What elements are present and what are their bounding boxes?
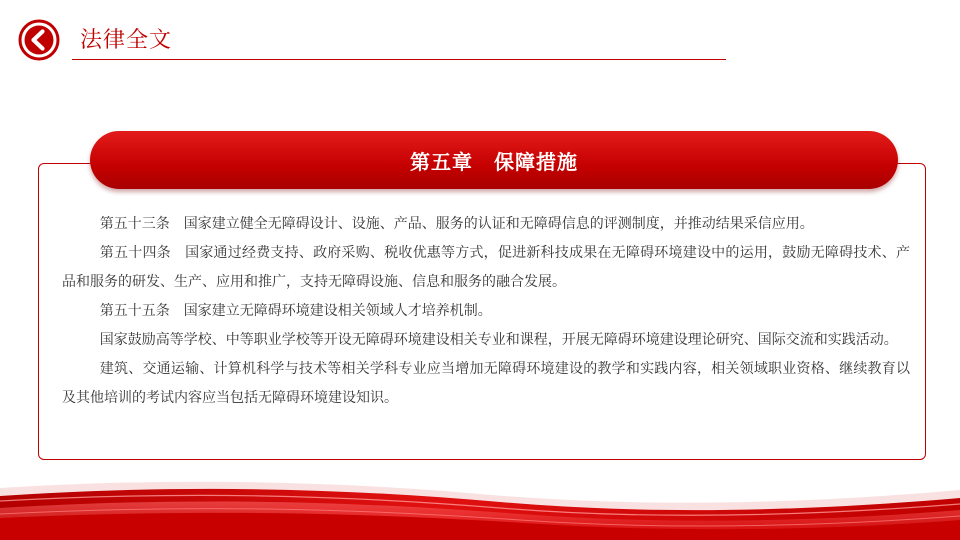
article-55-paragraph-2: 国家鼓励高等学校、中等职业学校等开设无障碍环境建设相关专业和课程，开展无障碍环境建设理论研究、国际交流和实践活动。 [99, 332, 898, 348]
article-55-paragraph-3: 建筑、交通运输、计算机科学与技术等相关学科专业应当增加无障碍环境建设的教学和实践内容，相关领域职业资格、继续教育以及其他培训的考试内容应当包括无障碍环境建设知识。 [62, 361, 910, 406]
chapter-banner [90, 131, 898, 189]
title-divider [72, 59, 726, 60]
page-title: 法律全文 [80, 28, 173, 53]
chevron-left-circle-icon [18, 19, 60, 61]
article-54: 第五十四条 国家通过经费支持、政府采购、税收优惠等方式，促进新科技成果在无障碍环境建设中的运用，鼓励无障碍技术、产品和服务的研发、生产、应用和推广，支持无障碍设施、信息和服务的融合发展。 [62, 245, 910, 290]
article-list [62, 210, 910, 413]
chapter-title: 第五章 保障措施 [410, 149, 578, 174]
article-53: 第五十三条 国家建立健全无障碍设计、设施、产品、服务的认证和无障碍信息的评测制度，并推动结果采信应用。 [99, 216, 814, 232]
decorative-ribbon-wave [0, 470, 960, 540]
article-55: 第五十五条 国家建立无障碍环境建设相关领域人才培养机制。 [99, 303, 492, 319]
